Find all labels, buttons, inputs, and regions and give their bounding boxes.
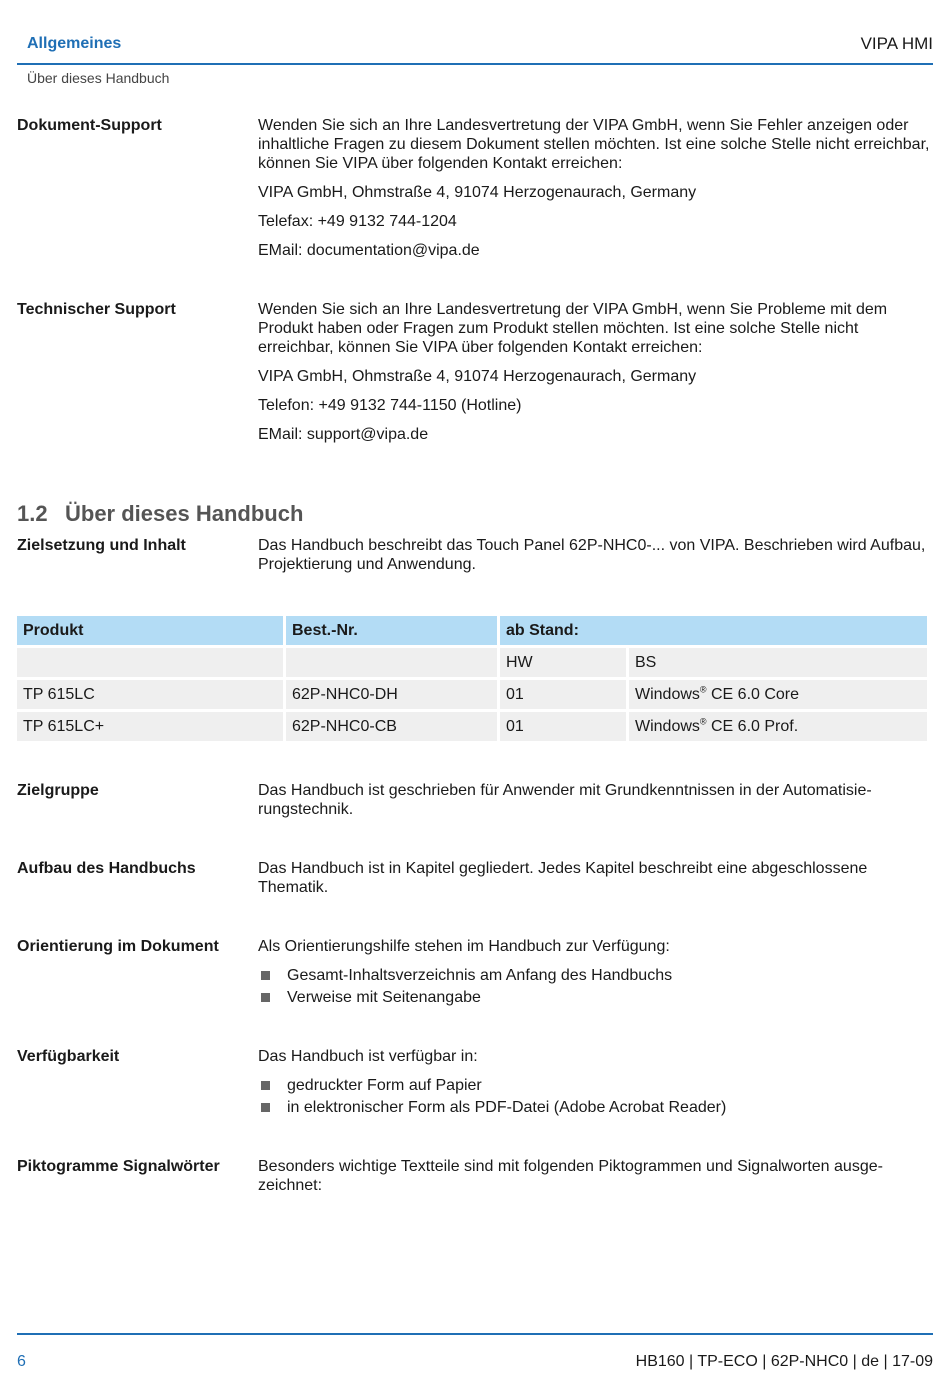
tech-support-text: Wenden Sie sich an Ihre Landesvertretung der VIPA GmbH, wenn Sie Probleme mit dem Produkt haben oder Fragen zum Produkt stellen möchten. Ist eine solche Stelle nicht erreichbar, können Sie VIPA über folgenden Kontakt erreichen: <box>258 301 888 356</box>
target-group-body <box>258 781 933 829</box>
doc-support-text: Wenden Sie sich an Ihre Landesvertretung der VIPA GmbH, wenn Sie Fehler anzeigen oder inhaltliche Fragen zu diesem Dokument stellen möchten. Ist eine solche Stelle nicht erreichbar, können Sie VIPA über folgenden Kontakt erreichen: <box>258 117 930 172</box>
goal-label: Zielsetzung und Inhalt <box>17 537 186 554</box>
square-bullet-icon <box>261 971 270 980</box>
availability-body <box>258 1047 933 1120</box>
doc-support-email: EMail: documentation@vipa.de <box>258 242 480 259</box>
section-heading-title: Über dieses Handbuch <box>65 501 304 526</box>
table-cell: 01 <box>500 680 626 709</box>
list-item <box>258 966 933 985</box>
orientation-label: Orientierung im Dokument <box>17 938 219 955</box>
pictograms-body <box>258 1157 933 1205</box>
square-bullet-icon <box>261 993 270 1002</box>
orientation-body <box>258 937 933 1010</box>
table-header-cell: Best.-Nr. <box>286 616 497 645</box>
list-item-text: Verweise mit Seitenangabe <box>287 989 481 1006</box>
availability-label: Verfügbarkeit <box>17 1048 120 1065</box>
table-cell: 62P-NHC0-CB <box>286 712 497 741</box>
table-header-cell: ab Stand: <box>500 616 927 645</box>
goal-text: Das Handbuch beschreibt das Touch Panel 62P-NHC0-... von VIPA. Beschrieben wird Aufbau, Projektierung und Anwendung. <box>258 537 926 573</box>
list-item-text: Gesamt-Inhaltsverzeichnis am Anfang des Handbuchs <box>287 967 673 984</box>
header-divider <box>17 63 933 65</box>
square-bullet-icon <box>261 1081 270 1090</box>
chapter-title: Allgemeines <box>27 35 122 52</box>
availability-list <box>258 1076 933 1117</box>
os-name: Windows <box>635 718 700 735</box>
table-header-row <box>17 616 927 645</box>
table-header-cell: Produkt <box>17 616 283 645</box>
doc-support-body <box>258 116 933 270</box>
table-cell: 01 <box>500 712 626 741</box>
table-row <box>17 680 927 709</box>
table-cell <box>17 648 283 677</box>
product-title: VIPA HMI <box>860 34 933 53</box>
structure-label: Aufbau des Handbuchs <box>17 860 196 877</box>
table-subheader-cell: BS <box>629 648 927 677</box>
availability-text: Das Handbuch ist verfügbar in: <box>258 1048 478 1065</box>
os-name: Windows <box>635 686 700 703</box>
table-row <box>17 712 927 741</box>
tech-support-label: Technischer Support <box>17 301 176 318</box>
table-subheader-row <box>17 648 927 677</box>
tech-support-phone: Telefon: +49 9132 744-1150 (Hotline) <box>258 397 522 414</box>
pictograms-label: Piktogramme Signalwörter <box>17 1158 220 1175</box>
table-cell: TP 615LC+ <box>17 712 283 741</box>
os-version: CE 6.0 Core <box>706 686 800 703</box>
orientation-list <box>258 966 933 1007</box>
section-number: 1.2 <box>17 501 48 526</box>
table-subheader-cell: HW <box>500 648 626 677</box>
target-group-label: Zielgruppe <box>17 782 99 799</box>
goal-body <box>258 536 933 584</box>
doc-support-address: VIPA GmbH, Ohmstraße 4, 91074 Herzogenaurach, Germany <box>258 184 697 201</box>
registered-mark: ® <box>699 716 707 727</box>
pictograms-text: Besonders wichtige Textteile sind mit folgenden Piktogrammen und Signalworten ausge-zeichnet: <box>258 1158 883 1194</box>
table-cell <box>629 712 927 741</box>
os-version: CE 6.0 Prof. <box>706 718 799 735</box>
tech-support-email: EMail: support@vipa.de <box>258 426 429 443</box>
list-item-text: in elektronischer Form als PDF-Datei (Adobe Acrobat Reader) <box>287 1099 727 1116</box>
tech-support-address: VIPA GmbH, Ohmstraße 4, 91074 Herzogenaurach, Germany <box>258 368 697 385</box>
section-heading <box>17 501 303 527</box>
target-group-text: Das Handbuch ist geschrieben für Anwender mit Grundkenntnissen in der Automatisie-rungstechnik. <box>258 782 872 818</box>
section-breadcrumb: Über dieses Handbuch <box>27 70 170 86</box>
list-item <box>258 988 933 1007</box>
orientation-text: Als Orientierungshilfe stehen im Handbuch zur Verfügung: <box>258 938 670 955</box>
page-number: 6 <box>17 1353 26 1370</box>
doc-support-label: Dokument-Support <box>17 117 162 134</box>
square-bullet-icon <box>261 1103 270 1112</box>
document-id: HB160 | TP-ECO | 62P-NHC0 | de | 17-09 <box>635 1353 933 1370</box>
table-cell: TP 615LC <box>17 680 283 709</box>
list-item <box>258 1098 933 1117</box>
tech-support-body <box>258 300 933 454</box>
structure-body <box>258 859 933 907</box>
table-cell <box>286 648 497 677</box>
registered-mark: ® <box>699 684 707 695</box>
table-cell: 62P-NHC0-DH <box>286 680 497 709</box>
footer-divider <box>17 1333 933 1335</box>
table-cell <box>629 680 927 709</box>
list-item-text: gedruckter Form auf Papier <box>287 1077 482 1094</box>
list-item <box>258 1076 933 1095</box>
product-table <box>14 613 930 744</box>
doc-support-fax: Telefax: +49 9132 744-1204 <box>258 213 457 230</box>
structure-text: Das Handbuch ist in Kapitel gegliedert. Jedes Kapitel beschreibt eine abgeschlossene Thematik. <box>258 860 868 896</box>
